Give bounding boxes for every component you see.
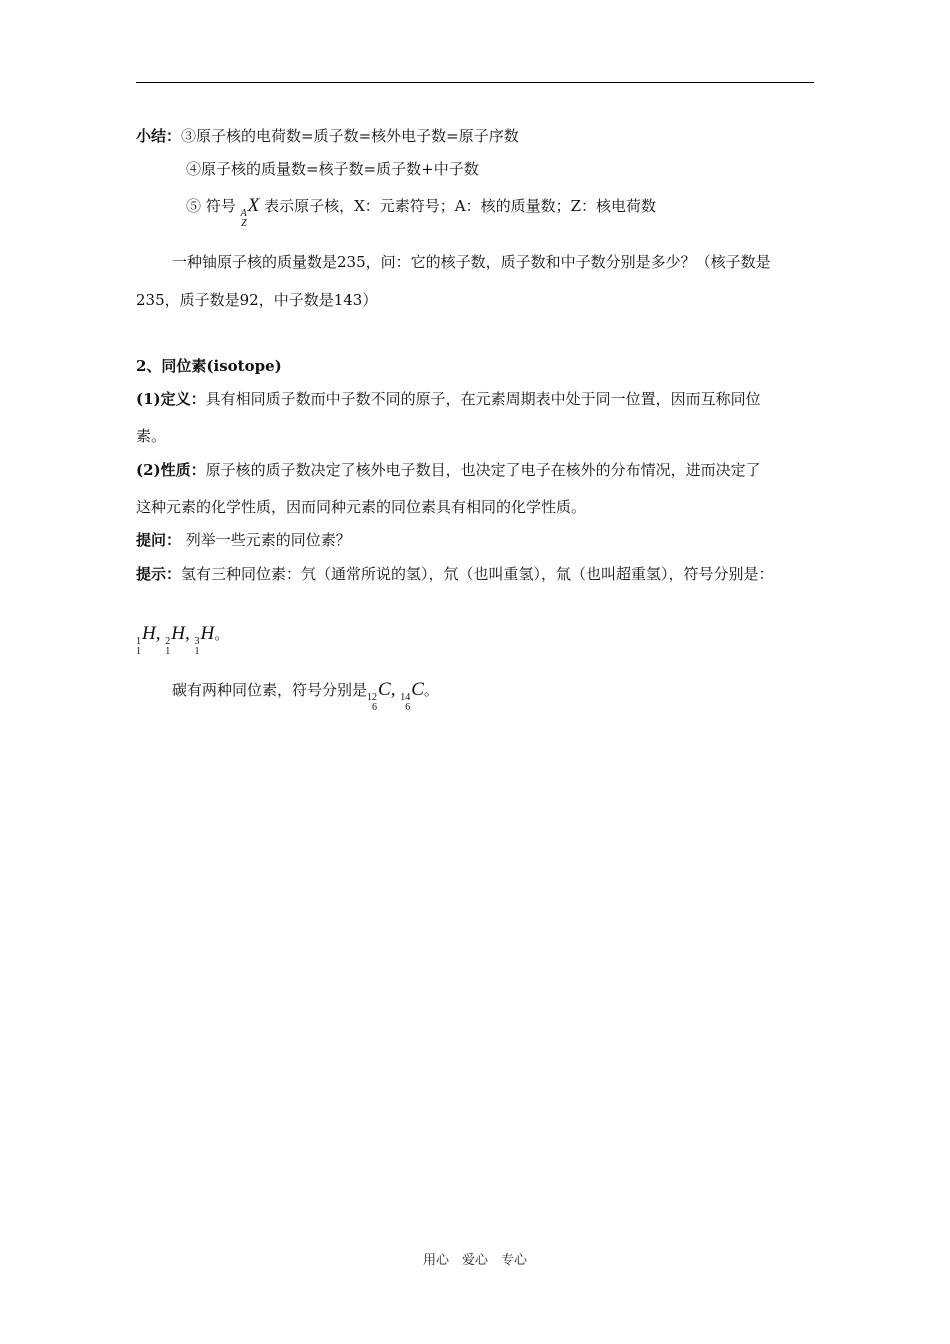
period: 。 bbox=[214, 625, 230, 643]
element-symbol: X bbox=[247, 195, 260, 216]
mass-number: A bbox=[240, 208, 247, 219]
section-heading: 2、同位素(isotope) bbox=[136, 357, 282, 375]
definition-label: (1)定义： bbox=[136, 390, 206, 408]
hint-label: 提示： bbox=[136, 565, 182, 583]
carbon-text: 碳有两种同位素，符号分别是 bbox=[172, 681, 368, 699]
ask-label: 提问： bbox=[136, 531, 182, 549]
element-symbol: C bbox=[411, 679, 424, 700]
definition-line-2: 素。 bbox=[136, 427, 167, 445]
mass-number: 3 bbox=[194, 636, 200, 647]
charge-number: 6 bbox=[405, 702, 411, 713]
element-symbol: H bbox=[142, 623, 156, 644]
hint-text: 氢有三种同位素：氕（通常所说的氢），氘（也叫重氢），氚（也叫超重氢），符号分别是： bbox=[181, 565, 774, 583]
summary-label: 小结： bbox=[136, 127, 182, 145]
summary-item-5 bbox=[186, 196, 866, 229]
charge-number: 1 bbox=[194, 646, 200, 657]
nuclide-symbol-azx bbox=[241, 196, 260, 229]
summary-item3-text: ③原子核的电荷数=质子数=核外电子数=原子序数 bbox=[181, 127, 519, 145]
hint-line bbox=[136, 564, 816, 584]
separator: , bbox=[185, 623, 190, 644]
isotope-h1 bbox=[136, 624, 156, 657]
mass-number: 1 bbox=[136, 636, 141, 647]
definition-text: 具有相同质子数而中子数不同的原子，在元素周期表中处于同一位置，因而互称同位 bbox=[205, 390, 761, 408]
element-symbol: C bbox=[378, 679, 391, 700]
isotope-c12 bbox=[367, 680, 391, 713]
carbon-isotopes bbox=[172, 680, 852, 713]
isotope-c14 bbox=[400, 680, 424, 713]
separator: , bbox=[390, 679, 396, 700]
mass-number: 2 bbox=[165, 636, 171, 647]
question-line-1: 一种铀原子核的质量数是235，问：它的核子数，质子数和中子数分别是多少？（核子数是 bbox=[172, 253, 771, 271]
property-label: (2)性质： bbox=[136, 461, 206, 479]
property-line-1 bbox=[136, 460, 816, 480]
charge-number: 1 bbox=[165, 646, 171, 657]
mass-number: 14 bbox=[400, 692, 411, 703]
definition-line-1 bbox=[136, 389, 816, 409]
charge-number: Z bbox=[241, 218, 247, 229]
ask-text: 列举一些元素的同位素？ bbox=[181, 531, 351, 549]
page-footer: 用心 爱心 专心 bbox=[422, 1253, 527, 1268]
question-line-2: 235，质子数是92，中子数是143） bbox=[136, 291, 378, 309]
isotope-h2 bbox=[165, 624, 185, 657]
charge-number: 6 bbox=[372, 702, 378, 713]
header-rule bbox=[136, 82, 814, 83]
element-symbol: H bbox=[200, 623, 215, 644]
summary-item5-prefix: ⑤ 符号 bbox=[186, 197, 236, 215]
ask-line bbox=[136, 530, 816, 550]
hydrogen-isotopes bbox=[136, 624, 816, 657]
property-line-2: 这种元素的化学性质，因而同种元素的同位素具有相同的化学性质。 bbox=[136, 498, 587, 516]
mass-number: 12 bbox=[367, 692, 378, 703]
summary-item-3 bbox=[136, 126, 816, 146]
charge-number: 1 bbox=[136, 646, 141, 657]
separator: , bbox=[155, 623, 161, 644]
period: 。 bbox=[423, 681, 439, 699]
summary-item5-suffix: 表示原子核，X：元素符号；A：核的质量数；Z：核电荷数 bbox=[264, 197, 656, 215]
isotope-h3 bbox=[195, 624, 215, 657]
summary-item-4: ④原子核的质量数=核子数=质子数+中子数 bbox=[186, 160, 479, 178]
property-text: 原子核的质子数决定了核外电子数目，也决定了电子在核外的分布情况，进而决定了 bbox=[205, 461, 761, 479]
element-symbol: H bbox=[171, 623, 185, 644]
